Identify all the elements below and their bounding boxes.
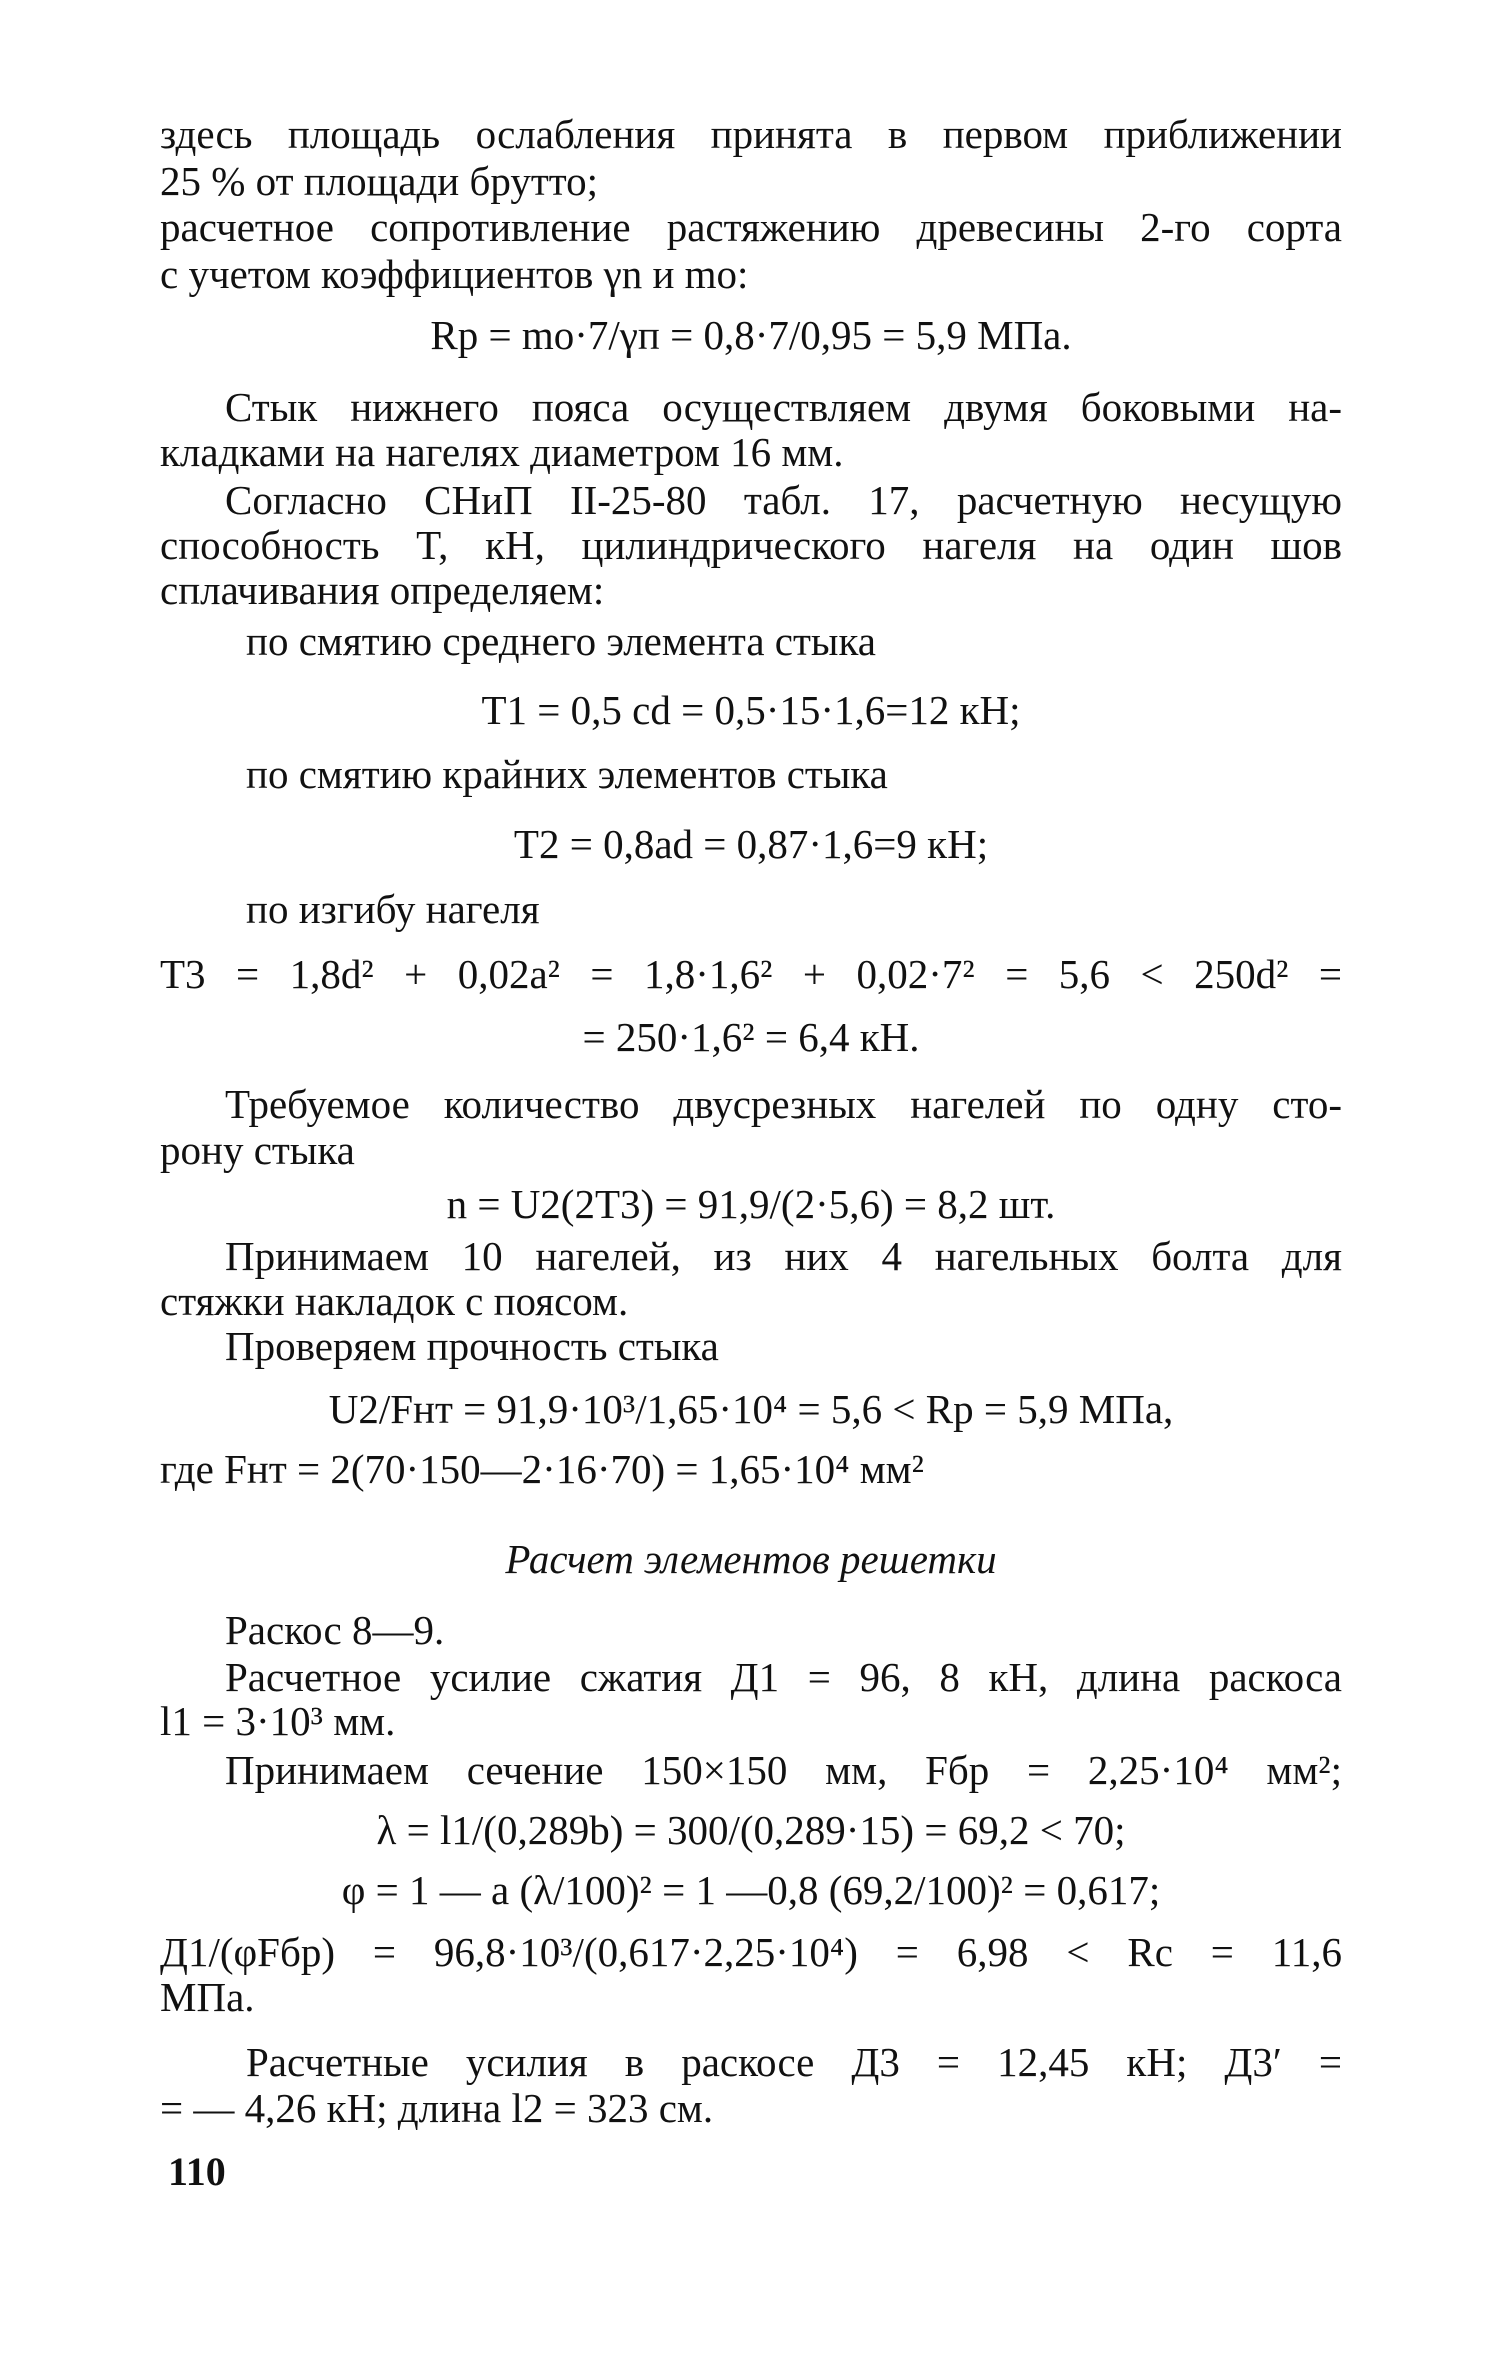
text-line: Расчетные усилия в раскосе Д3 = 12,45 кН; Д3′ =	[246, 2039, 1342, 2085]
formula: T3 = 1,8d² + 0,02a² = 1,8·1,6² + 0,02·7² = 5,6 < 250d² =	[160, 951, 1342, 997]
formula: φ = 1 — a (λ/100)² = 1 —0,8 (69,2/100)² = 0,617;	[341, 1867, 1161, 1913]
formula: Д1/(φFбр) = 96,8·10³/(0,617·2,25·10⁴) = 6,98 < Rc = 11,6	[160, 1929, 1342, 1975]
text-line: стяжки накладок с поясом.	[160, 1278, 629, 1324]
formula: T2 = 0,8ad = 0,87·1,6=9 кН;	[513, 821, 989, 867]
text-line: 25 % от площади брутто;	[160, 158, 599, 204]
text-line: где Fнт = 2(70·150—2·16·70) = 1,65·10⁴ мм²	[160, 1446, 924, 1492]
text-line: Проверяем прочность стыка	[225, 1323, 719, 1369]
text-line: с учетом коэффициентов γn и mо:	[160, 251, 749, 297]
text-line: Принимаем сечение 150×150 мм, Fбр = 2,25·10⁴ мм²;	[225, 1747, 1342, 1793]
text-line: способность T, кН, цилиндрического нагеля на один шов	[160, 522, 1342, 568]
text-line: по смятию крайних элементов стыка	[246, 751, 888, 797]
text-line: Раскос 8—9.	[225, 1607, 445, 1653]
formula: U2/Fнт = 91,9·10³/1,65·10⁴ = 5,6 < Rp = 5,9 МПа,	[328, 1386, 1174, 1432]
text-line: расчетное сопротивление растяжению древесины 2-го сорта	[160, 204, 1342, 250]
text-line: Принимаем 10 нагелей, из них 4 нагельных болта для	[225, 1233, 1342, 1279]
formula: T1 = 0,5 cd = 0,5·15·1,6=12 кН;	[481, 687, 1021, 733]
text-line: Согласно СНиП II-25-80 табл. 17, расчетную несущую	[225, 477, 1342, 523]
text-line: = — 4,26 кН; длина l2 = 323 см.	[160, 2085, 714, 2131]
text-line: рону стыка	[160, 1127, 355, 1173]
formula: n = U2(2T3) = 91,9/(2·5,6) = 8,2 шт.	[446, 1181, 1056, 1227]
section-heading: Расчет элементов решетки	[505, 1536, 997, 1582]
text-line: здесь площадь ослабления принята в первом приближении	[160, 111, 1342, 157]
text-line: МПа.	[160, 1974, 255, 2020]
formula: λ = l1/(0,289b) = 300/(0,289·15) = 69,2 < 70;	[376, 1807, 1126, 1853]
formula: Rp = mо·7/γп = 0,8·7/0,95 = 5,9 МПа.	[430, 312, 1072, 358]
page-number: 110	[168, 2149, 226, 2194]
text-line: Расчетное усилие сжатия Д1 = 96, 8 кН, длина раскоса	[225, 1654, 1342, 1700]
text-line: по смятию среднего элемента стыка	[246, 618, 876, 664]
text-line: по изгибу нагеля	[246, 886, 540, 932]
text-line: сплачивания определяем:	[160, 567, 605, 613]
text-line: l1 = 3·10³ мм.	[160, 1698, 396, 1744]
text-line: Стык нижнего пояса осуществляем двумя боковыми на-	[225, 384, 1342, 430]
text-line: кладками на нагелях диаметром 16 мм.	[160, 429, 844, 475]
formula: = 250·1,6² = 6,4 кН.	[582, 1014, 920, 1060]
text-line: Требуемое количество двусрезных нагелей по одну сто-	[225, 1081, 1342, 1127]
